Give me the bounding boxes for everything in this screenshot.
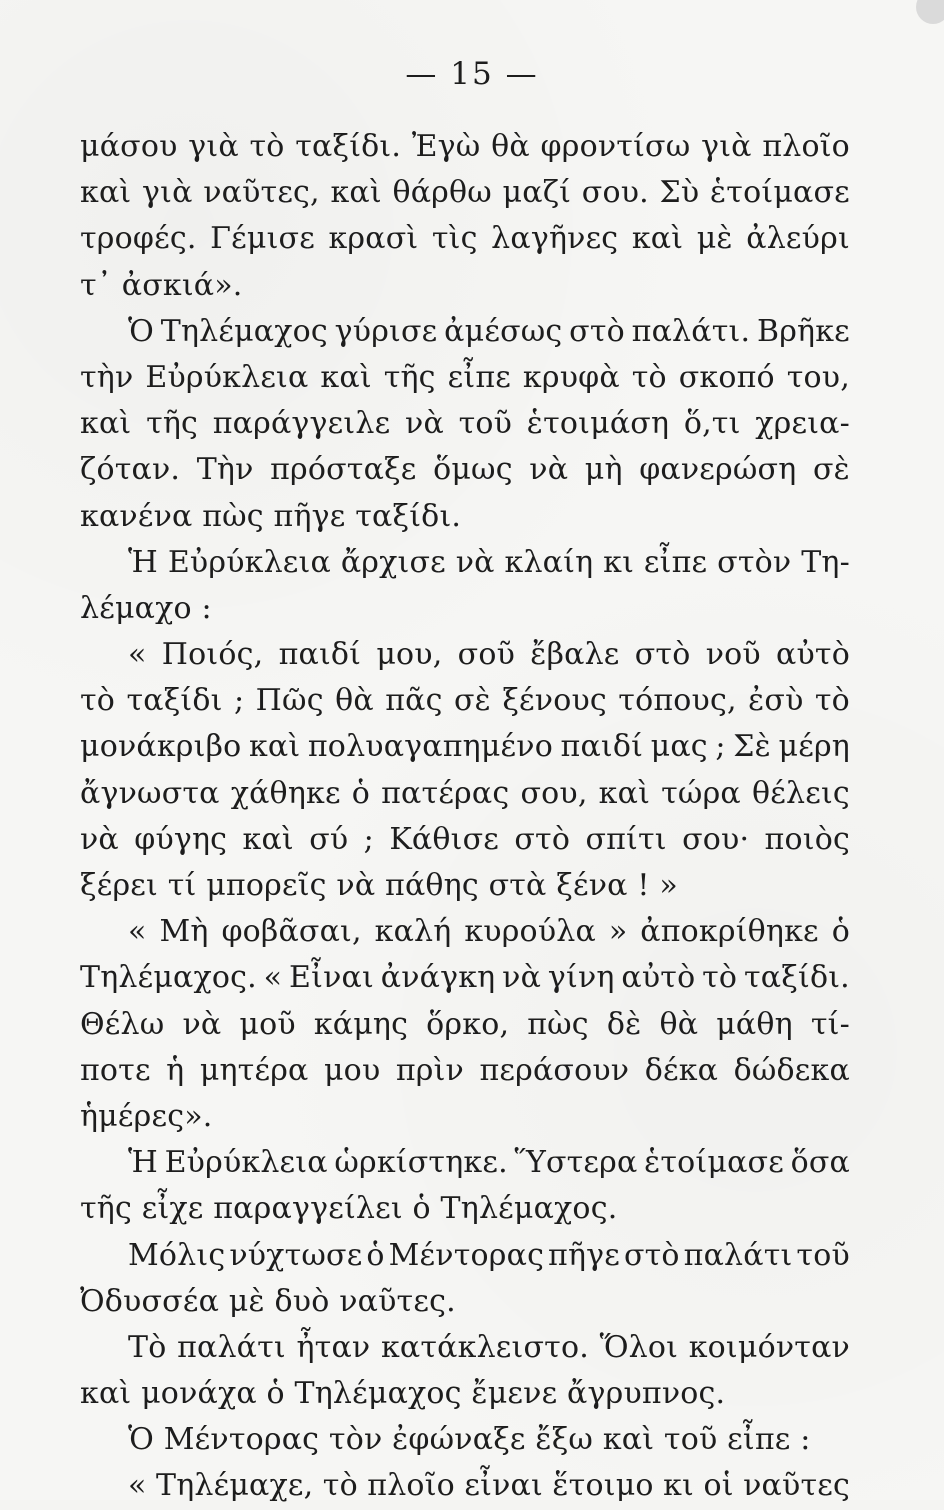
text-word: σου,	[520, 775, 588, 811]
text-word: ὁ	[366, 1237, 385, 1273]
text-word: κοιμόνταν	[688, 1329, 850, 1365]
text-word: παιδί	[278, 637, 362, 673]
text-word: ἡ	[166, 1052, 185, 1088]
text-word: μοῦ	[239, 1006, 296, 1042]
text-word: μου,	[376, 637, 443, 673]
text-word: θὰ	[335, 683, 374, 719]
text-word: παλάτι	[683, 1237, 793, 1273]
text-word: τὸ	[249, 129, 285, 164]
text-word: μὲ	[696, 221, 733, 257]
text-word: νοῦ	[705, 637, 761, 673]
text-word: ἀνάγκη	[380, 960, 496, 996]
text-word: ;	[363, 821, 374, 857]
text-word: τὸ	[322, 1468, 358, 1504]
text-line	[80, 309, 850, 355]
text-word: Ὁ	[128, 313, 154, 349]
text-word: καὶ	[248, 729, 301, 765]
text-word: ὁ	[831, 914, 850, 950]
text-word: «	[128, 914, 147, 950]
text-word: μου	[323, 1052, 381, 1088]
text-line	[80, 170, 850, 216]
text-line	[80, 632, 850, 678]
text-word: καὶ	[598, 775, 651, 811]
text-word: σὲ	[453, 683, 491, 719]
text-word: πρόσταξε	[270, 452, 417, 488]
text-word: θὰ	[491, 129, 530, 164]
text-word: τὸ	[702, 960, 738, 996]
text-word: σὲ	[812, 452, 850, 488]
text-word: «	[263, 960, 283, 996]
text-word: τὸ	[631, 359, 667, 395]
text-word: καὶ	[330, 175, 382, 211]
text-word: πρὶν	[395, 1052, 464, 1088]
text-word: ἑτοιμάση	[526, 406, 670, 442]
text-word: περάσουν	[479, 1052, 630, 1088]
text-word: Ἡ	[128, 544, 158, 580]
text-word: νὰ	[529, 452, 569, 488]
text-word: ὁ	[351, 775, 371, 811]
text-word: Πῶς	[255, 683, 324, 719]
text-line	[80, 724, 850, 770]
text-word: νύχτωσε	[229, 1237, 363, 1273]
text-word: νὰ	[80, 821, 119, 857]
text-word: ἄγνωστα	[80, 775, 220, 811]
text-word: κι	[603, 544, 635, 580]
text-word: στὸ	[514, 821, 571, 857]
text-word: πατέρας	[381, 775, 510, 811]
page-number: — 15 —	[405, 56, 539, 92]
text-word: ποιὸς	[764, 821, 850, 857]
text-word: κλαίη	[504, 544, 594, 580]
text-word: παλάτι	[177, 1329, 286, 1365]
text-line	[80, 678, 850, 724]
text-word: Ἡ	[128, 1145, 158, 1181]
text-word: Μὴ	[159, 914, 209, 950]
text-word: πολυαγαπημένο	[307, 729, 553, 765]
text-word: μάσου	[80, 129, 178, 164]
text-word: μητέρα	[199, 1052, 309, 1088]
text-word: μονάκριβο	[80, 729, 242, 765]
text-word: καὶ	[80, 406, 132, 442]
text-word: πλοῖο	[367, 1468, 455, 1504]
text-word: Τηλέμαχε,	[156, 1468, 314, 1504]
text-word: τροφές.	[80, 221, 197, 257]
text-word: φανερώση	[639, 452, 797, 488]
text-line	[80, 817, 850, 863]
text-word: φύγης	[134, 821, 228, 857]
text-word: μας	[650, 729, 708, 765]
text-word: του,	[786, 359, 850, 395]
text-word: καὶ	[242, 821, 294, 857]
text-word: »	[608, 914, 628, 950]
text-word: Εἶναι	[289, 960, 374, 996]
text-word: τὸ	[814, 683, 850, 719]
text-line	[80, 909, 850, 955]
text-word: στὸν	[717, 544, 792, 580]
text-word: Ποιός,	[161, 637, 264, 673]
text-word: γύρισε	[334, 313, 438, 349]
text-word: αὐτὸ	[621, 960, 696, 996]
text-line	[80, 216, 850, 262]
text-word: στὸ	[569, 313, 625, 349]
text-line: τῆς εἶχε παραγγείλει ὁ Τηλέμαχος.	[80, 1191, 618, 1227]
text-word: Εὐρύκλεια	[164, 1145, 328, 1181]
text-line	[80, 540, 850, 586]
text-word: παράγγειλε	[212, 406, 391, 442]
text-word: λαγῆνες	[491, 221, 619, 257]
text-word: σου.	[581, 175, 649, 211]
text-word: φοβᾶσαι,	[221, 914, 362, 950]
text-word: ἀλεύρι	[746, 221, 850, 257]
text-word: θέλεις	[752, 775, 850, 811]
text-line	[80, 1140, 850, 1186]
text-word: οἱ	[703, 1468, 734, 1504]
text-word: φροντίσω	[540, 129, 691, 164]
text-word: καὶ	[320, 359, 372, 395]
text-word: παλάτι.	[631, 313, 751, 349]
text-word: πὼς	[527, 1006, 589, 1042]
text-word: εἶπε	[643, 544, 708, 580]
text-word: στὸ	[634, 637, 691, 673]
text-word: καὶ	[631, 221, 684, 257]
text-line	[80, 447, 850, 493]
text-word: τῆς	[383, 359, 436, 395]
text-word: αὐτὸ	[776, 637, 850, 673]
text-word: ὅ,τι	[683, 406, 741, 442]
text-word: Τὴν	[196, 452, 254, 488]
text-word: ἀποκρίθηκε	[640, 914, 819, 950]
text-word: ζόταν.	[80, 452, 181, 488]
text-word: ἦταν	[296, 1329, 371, 1365]
text-word: ἔβαλε	[530, 637, 620, 673]
text-word: τώρα	[661, 775, 741, 811]
text-word: Εὐρύκλεια	[145, 359, 309, 395]
text-word: ταξίδι	[126, 683, 223, 719]
text-word: μὴ	[584, 452, 623, 488]
text-word: θὰ	[659, 1006, 699, 1042]
text-word: ὅμως	[433, 452, 513, 488]
text-word: μαζί	[502, 175, 572, 211]
text-word: πᾶς	[385, 683, 443, 719]
text-word: τί-	[810, 1006, 850, 1042]
text-word: τοῦ	[458, 406, 513, 442]
text-line: καὶ μονάχα ὁ Τηλέμαχος ἔμενε ἄγρυπνος.	[80, 1376, 726, 1412]
text-word: Τὸ	[128, 1329, 167, 1365]
text-word: ὡρκίστηκε.	[334, 1145, 508, 1181]
text-word: ξένους	[502, 683, 607, 719]
text-word: Θέλω	[80, 1006, 165, 1042]
text-word: δὲ	[606, 1006, 642, 1042]
text-line	[80, 1325, 850, 1371]
text-word: νὰ	[455, 544, 495, 580]
text-word: καλή	[374, 914, 452, 950]
text-word: στὸ	[623, 1237, 680, 1273]
text-word: σοῦ	[457, 637, 516, 673]
text-line: ἡμέρες».	[80, 1098, 213, 1134]
text-word: μέρη	[778, 729, 850, 765]
text-word: «	[128, 637, 147, 673]
text-word: ὅρκο,	[426, 1006, 510, 1042]
text-word: νὰ	[405, 406, 444, 442]
text-word: τῆς	[146, 406, 199, 442]
text-line: λέμαχο :	[80, 590, 212, 626]
text-line	[80, 401, 850, 447]
text-word: ἄρχισε	[340, 544, 446, 580]
text-word: γίνη	[547, 960, 615, 996]
text-word: Κάθισε	[389, 821, 500, 857]
text-word: κυρούλα	[464, 914, 596, 950]
text-word: νὰ	[182, 1006, 222, 1042]
text-line	[80, 771, 850, 817]
text-word: πῆγε	[548, 1237, 620, 1273]
text-word: σύ	[309, 821, 349, 857]
text-word: Μόλις	[128, 1237, 226, 1273]
text-word: ναῦτες,	[203, 175, 320, 211]
text-word: Ὅλοι	[599, 1329, 679, 1365]
text-word: ἀμέσως	[444, 313, 563, 349]
text-word: εἶπε	[447, 359, 511, 395]
text-word: Σὲ	[733, 729, 771, 765]
text-line	[80, 955, 850, 1001]
page-text-block	[80, 124, 850, 1510]
text-word: κατάκλειστο.	[380, 1329, 589, 1365]
text-word: κάμης	[313, 1006, 409, 1042]
text-word: ὅσα	[790, 1145, 850, 1181]
text-line: τ᾽ ἀσκιά».	[80, 267, 243, 303]
text-word: νὰ	[502, 960, 542, 996]
text-word: πλοῖο	[762, 129, 850, 164]
text-word: σκοπό	[678, 359, 775, 395]
text-line	[80, 1048, 850, 1094]
page-corner-mark	[916, 0, 944, 24]
text-word: κρασὶ	[328, 221, 419, 257]
text-word: ;	[233, 683, 245, 719]
text-word: παιδί	[560, 729, 644, 765]
text-line	[80, 1463, 850, 1509]
text-word: κι	[663, 1468, 695, 1504]
text-word: ταξίδι.	[295, 129, 402, 164]
text-word: σπίτι	[585, 821, 667, 857]
text-word: Μέντορας	[388, 1237, 545, 1273]
text-word: χάθηκε	[230, 775, 341, 811]
text-word: Τηλέμαχος.	[80, 960, 257, 996]
text-word: Ἐγὼ	[411, 129, 481, 164]
text-word: Βρῆκε	[756, 313, 850, 349]
text-word: Σὺ	[659, 175, 700, 211]
text-word: εἶναι	[464, 1468, 543, 1504]
text-word: Τηλέμαχος	[160, 313, 328, 349]
text-word: γιὰ	[142, 175, 193, 211]
text-word: γιὰ	[701, 129, 752, 164]
text-word: δώδεκα	[733, 1052, 850, 1088]
text-word: Εὐρύκλεια	[167, 544, 331, 580]
text-line: Ὁ Μέντορας τὸν ἐφώναξε ἔξω καὶ τοῦ εἶπε :	[128, 1422, 811, 1458]
text-word: ἑτοίμασε	[710, 175, 850, 211]
text-word: κρυφὰ	[522, 359, 620, 395]
text-word: τόπους,	[618, 683, 737, 719]
text-word: Γέμισε	[210, 221, 315, 257]
text-word: τὴν	[80, 359, 134, 395]
text-word: ἐσὺ	[748, 683, 804, 719]
text-word: τὶς	[431, 221, 478, 257]
text-line: ξέρει τί μπορεῖς νὰ πάθης στὰ ξένα ! »	[80, 868, 678, 903]
text-line	[80, 124, 850, 170]
text-word: καὶ	[80, 175, 132, 211]
text-word: Ὕστερα	[514, 1145, 638, 1181]
text-word: «	[128, 1468, 147, 1504]
text-line: Ὀδυσσέα μὲ δυὸ ναῦτες.	[80, 1283, 456, 1319]
text-word: γιὰ	[188, 129, 239, 164]
text-word: χρεια-	[755, 406, 850, 442]
text-word: ;	[715, 729, 726, 765]
text-word: θάρθω	[392, 175, 492, 211]
text-word: ταξίδι.	[744, 960, 850, 996]
text-word: ἕτοιμο	[552, 1468, 654, 1504]
text-line: κανένα πὼς πῆγε ταξίδι.	[80, 498, 462, 534]
text-word: ναῦτες	[743, 1468, 850, 1504]
text-word: δέκα	[644, 1052, 719, 1088]
text-line	[80, 1002, 850, 1048]
text-line	[80, 355, 850, 401]
text-word: τὸ	[80, 683, 116, 719]
text-line	[80, 1233, 850, 1279]
text-word: Τη-	[801, 544, 850, 580]
text-word: ποτε	[80, 1052, 151, 1088]
text-word: ἑτοίμασε	[644, 1145, 784, 1181]
text-word: μάθη	[716, 1006, 793, 1042]
text-word: σου·	[682, 821, 750, 857]
text-word: τοῦ	[796, 1237, 850, 1273]
